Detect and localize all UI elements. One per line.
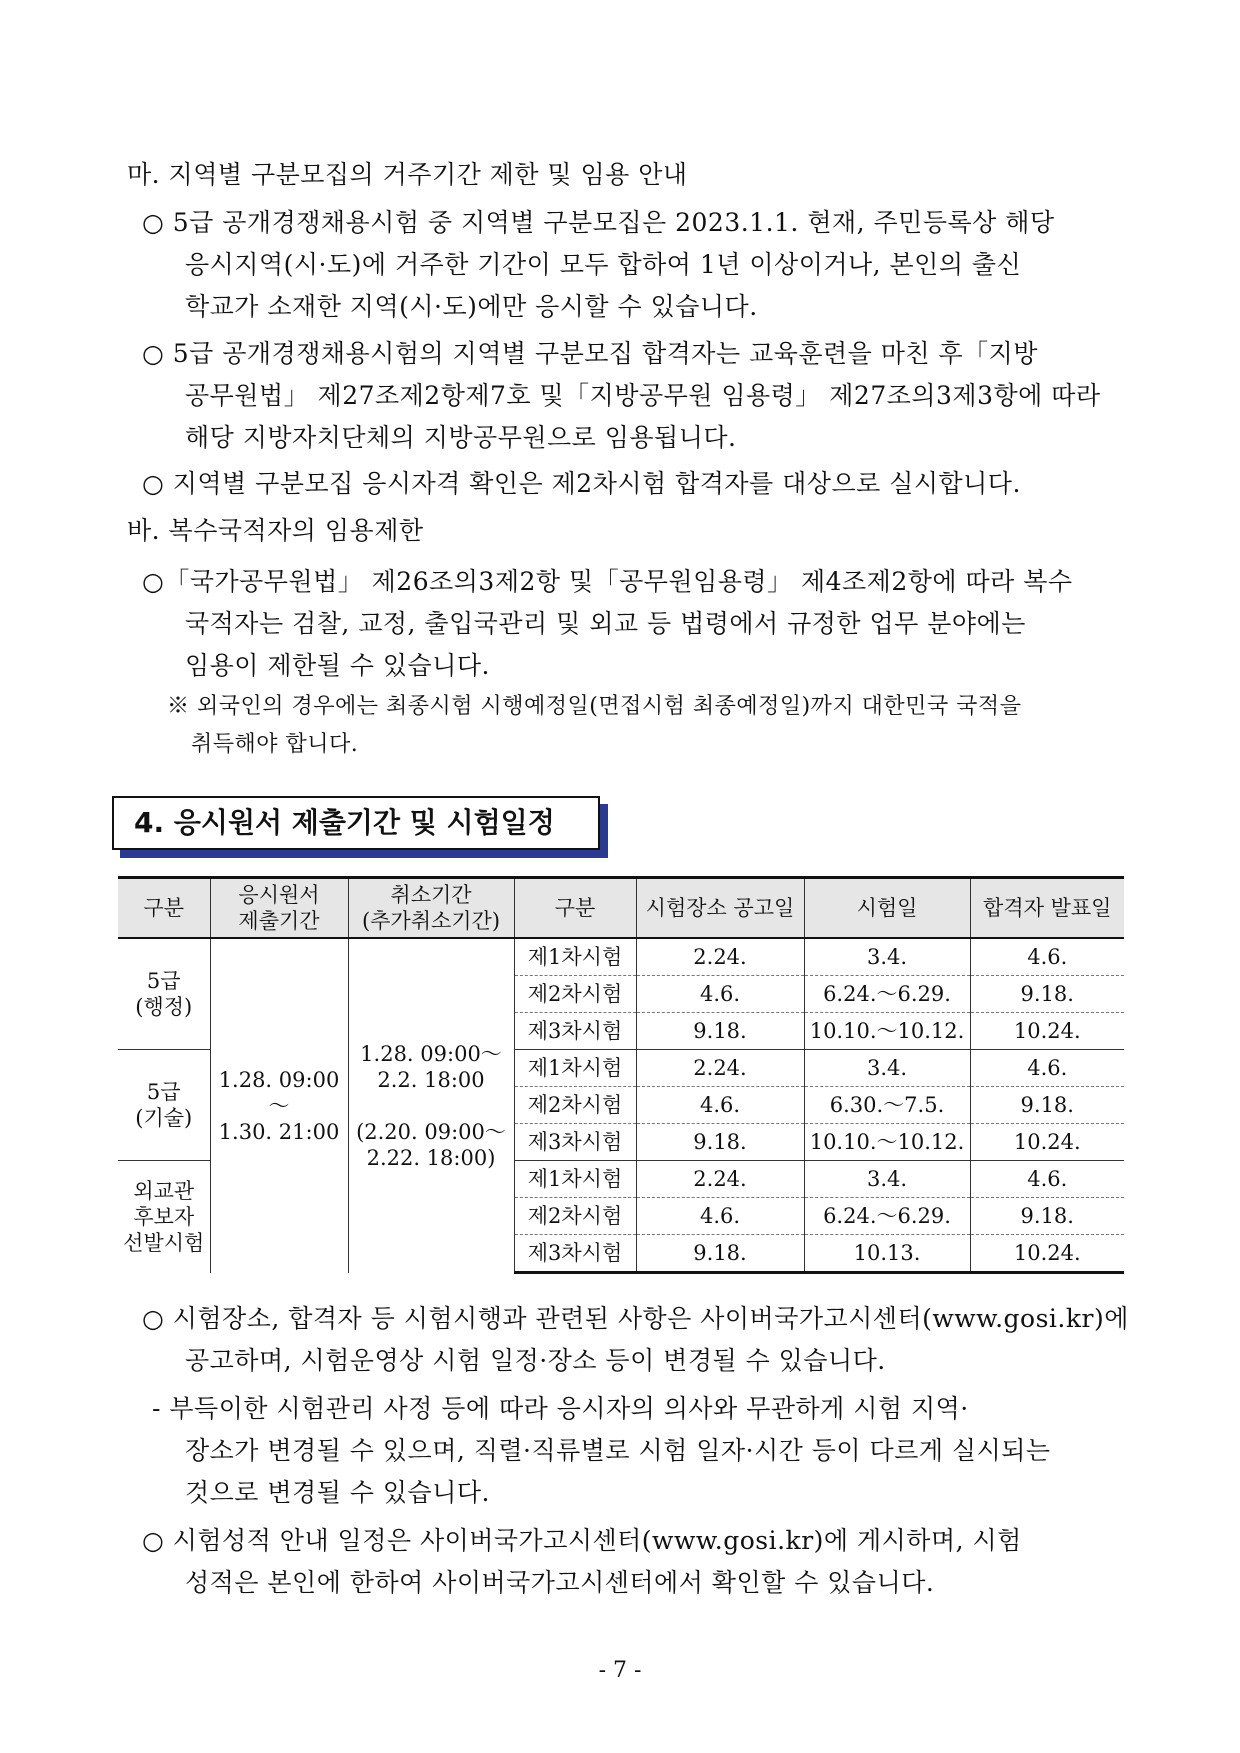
paragraph-line: - 부득이한 시험관리 사정 등에 따라 응시자의 의사와 무관하게 시험 지역· — [152, 1394, 969, 1423]
result-date-cell: 10.24. — [970, 1235, 1124, 1273]
paragraph-line: 장소가 변경될 수 있으며, 직렬·직류별로 시험 일자·시간 등이 다르게 실시되는 — [185, 1436, 1051, 1465]
venue-date-cell: 2.24. — [636, 938, 804, 976]
venue-date-cell: 4.6. — [636, 976, 804, 1013]
header-venue-notice-date: 시험장소 공고일 — [636, 878, 804, 939]
venue-date-cell: 9.18. — [636, 1235, 804, 1273]
group-cell: 외교관 후보자 선발시험 — [118, 1161, 210, 1273]
section-heading-ba: 바. 복수국적자의 임용제한 — [127, 516, 424, 545]
result-date-cell: 9.18. — [970, 1198, 1124, 1235]
stage-cell: 제2차시험 — [514, 976, 636, 1013]
stage-cell: 제3차시험 — [514, 1235, 636, 1273]
header-cancel-period: 취소기간 (추가취소기간) — [348, 878, 514, 939]
exam-date-cell: 6.30.～7.5. — [804, 1087, 970, 1124]
result-date-cell: 10.24. — [970, 1013, 1124, 1050]
paragraph-line: 성적은 본인에 한하여 사이버국가고시센터에서 확인할 수 있습니다. — [185, 1568, 935, 1597]
venue-date-cell: 4.6. — [636, 1087, 804, 1124]
table-row — [118, 938, 1124, 976]
exam-date-cell: 10.13. — [804, 1235, 970, 1273]
header-exam-date: 시험일 — [804, 878, 970, 939]
result-date-cell: 10.24. — [970, 1124, 1124, 1161]
stage-cell: 제2차시험 — [514, 1198, 636, 1235]
stage-cell: 제1차시험 — [514, 1050, 636, 1087]
venue-date-cell: 9.18. — [636, 1124, 804, 1161]
result-date-cell: 9.18. — [970, 1087, 1124, 1124]
exam-date-cell: 10.10.～10.12. — [804, 1124, 970, 1161]
venue-date-cell: 2.24. — [636, 1050, 804, 1087]
paragraph-line: 국적자는 검찰, 교정, 출입국관리 및 외교 등 법령에서 규정한 업무 분야에는 — [185, 609, 1026, 638]
result-date-cell: 4.6. — [970, 1050, 1124, 1087]
table-header-row — [118, 878, 1124, 939]
section-title: 4. 응시원서 제출기간 및 시험일정 — [134, 806, 555, 839]
note-line: ※ 외국인의 경우에는 최종시험 시행예정일(면접시험 최종예정일)까지 대한민국 국적을 — [167, 694, 1022, 719]
paragraph-line: 것으로 변경될 수 있습니다. — [185, 1478, 490, 1507]
result-date-cell: 4.6. — [970, 1161, 1124, 1198]
group-cell: 5급 (기술) — [118, 1050, 210, 1161]
paragraph-line: ○ 5급 공개경쟁채용시험의 지역별 구분모집 합격자는 교육훈련을 마친 후「지방 — [142, 339, 1038, 368]
page-number: - 7 - — [598, 1658, 642, 1683]
stage-cell: 제1차시험 — [514, 938, 636, 976]
cancel-period-cell: 1.28. 09:00～ 2.2. 18:00 (2.20. 09:00～ 2.22. 18:00) — [348, 938, 514, 1273]
paragraph-line: 임용이 제한될 수 있습니다. — [185, 651, 490, 680]
exam-date-cell: 3.4. — [804, 938, 970, 976]
exam-date-cell: 3.4. — [804, 1161, 970, 1198]
exam-date-cell: 6.24.～6.29. — [804, 1198, 970, 1235]
paragraph-line: ○ 시험장소, 합격자 등 시험시행과 관련된 사항은 사이버국가고시센터(www.gosi.kr)에 — [142, 1304, 1129, 1333]
exam-date-cell: 10.10.～10.12. — [804, 1013, 970, 1050]
stage-cell: 제3차시험 — [514, 1124, 636, 1161]
venue-date-cell: 4.6. — [636, 1198, 804, 1235]
paragraph-line: 공무원법」 제27조제2항제7호 및「지방공무원 임용령」 제27조의3제3항에 따라 — [185, 381, 1101, 410]
stage-cell: 제3차시험 — [514, 1013, 636, 1050]
stage-cell: 제2차시험 — [514, 1087, 636, 1124]
stage-cell: 제1차시험 — [514, 1161, 636, 1198]
result-date-cell: 9.18. — [970, 976, 1124, 1013]
exam-date-cell: 3.4. — [804, 1050, 970, 1087]
exam-schedule-table — [118, 876, 1124, 1274]
paragraph-line: ○ 지역별 구분모집 응시자격 확인은 제2차시험 합격자를 대상으로 실시합니다. — [142, 469, 1021, 498]
header-stage: 구분 — [514, 878, 636, 939]
group-cell: 5급 (행정) — [118, 938, 210, 1050]
header-application-period: 응시원서 제출기간 — [210, 878, 348, 939]
note-line: 취득해야 합니다. — [191, 732, 359, 757]
venue-date-cell: 9.18. — [636, 1013, 804, 1050]
section-heading-ma: 마. 지역별 구분모집의 거주기간 제한 및 임용 안내 — [127, 160, 688, 189]
application-period-cell: 1.28. 09:00～ 1.30. 21:00 — [210, 938, 348, 1273]
exam-date-cell: 6.24.～6.29. — [804, 976, 970, 1013]
paragraph-line: 해당 지방자치단체의 지방공무원으로 임용됩니다. — [185, 423, 737, 452]
header-result-date: 합격자 발표일 — [970, 878, 1124, 939]
paragraph-line: 응시지역(시·도)에 거주한 기간이 모두 합하여 1년 이상이거나, 본인의 출신 — [185, 250, 1022, 279]
paragraph-line: 공고하며, 시험운영상 시험 일정·장소 등이 변경될 수 있습니다. — [185, 1346, 886, 1375]
venue-date-cell: 2.24. — [636, 1161, 804, 1198]
paragraph-line: ○ 5급 공개경쟁채용시험 중 지역별 구분모집은 2023.1.1. 현재, 주민등록상 해당 — [142, 208, 1055, 237]
section-title-box — [112, 796, 600, 850]
header-category: 구분 — [118, 878, 210, 939]
paragraph-line: ○ 시험성적 안내 일정은 사이버국가고시센터(www.gosi.kr)에 게시하며, 시험 — [142, 1526, 1022, 1555]
paragraph-line: ○「국가공무원법」 제26조의3제2항 및「공무원임용령」 제4조제2항에 따라 복수 — [142, 567, 1073, 596]
paragraph-line: 학교가 소재한 지역(시·도)에만 응시할 수 있습니다. — [185, 292, 758, 321]
result-date-cell: 4.6. — [970, 938, 1124, 976]
